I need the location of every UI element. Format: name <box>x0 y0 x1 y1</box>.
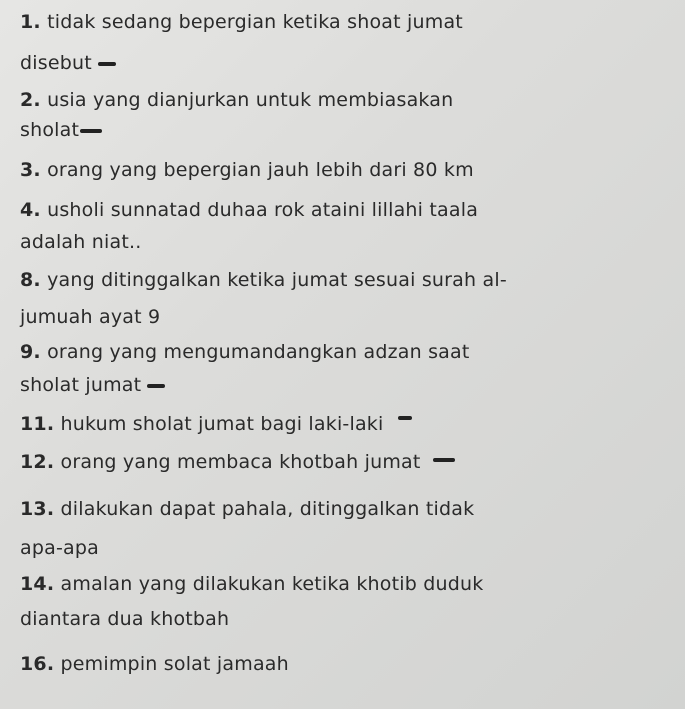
item-9-line-2 <box>20 373 165 397</box>
item-9-line-1 <box>20 340 470 364</box>
item-3-text: orang yang bepergian jauh lebih dari 80 km <box>47 159 474 181</box>
item-13-number: 13. <box>20 498 55 520</box>
item-14-text: amalan yang dilakukan ketika khotib duduk <box>60 573 484 595</box>
item-9-continuation: sholat jumat <box>20 374 142 396</box>
item-13-text: dilakukan dapat pahala, ditinggalkan tidak <box>60 498 475 520</box>
item-8-number: 8. <box>20 269 41 291</box>
item-13-line-2 <box>20 536 99 560</box>
item-16-number: 16. <box>20 653 55 675</box>
answer-blank-dash <box>433 458 455 462</box>
item-2-continuation: sholat <box>20 119 80 141</box>
item-3-line-1 <box>20 158 474 182</box>
item-2-text: usia yang dianjurkan untuk membiasakan <box>47 89 454 111</box>
item-4-line-2 <box>20 230 141 254</box>
item-13-continuation: apa-apa <box>20 537 99 559</box>
item-2-line-2 <box>20 118 102 142</box>
item-14-continuation: diantara dua khotbah <box>20 608 230 630</box>
item-1-line-2 <box>20 51 116 75</box>
item-4-line-1 <box>20 198 478 222</box>
item-2-number: 2. <box>20 89 41 111</box>
item-13-line-1 <box>20 497 474 521</box>
item-12-text: orang yang membaca khotbah jumat <box>60 451 421 473</box>
item-1-line-1 <box>20 10 463 34</box>
item-4-number: 4. <box>20 199 41 221</box>
item-1-number: 1. <box>20 11 41 33</box>
item-8-text: yang ditinggalkan ketika jumat sesuai surah al- <box>47 269 507 291</box>
item-8-continuation: jumuah ayat 9 <box>20 306 161 328</box>
item-4-text: usholi sunnatad duhaa rok ataini lillahi taala <box>47 199 479 221</box>
item-11-number: 11. <box>20 413 55 435</box>
item-9-number: 9. <box>20 341 41 363</box>
item-11-line-1 <box>20 412 412 436</box>
item-4-continuation: adalah niat.. <box>20 231 142 253</box>
item-3-number: 3. <box>20 159 41 181</box>
item-8-line-1 <box>20 268 507 292</box>
answer-blank-dash <box>80 129 102 133</box>
answer-blank-dash <box>98 62 116 66</box>
item-12-line-1 <box>20 450 455 474</box>
answer-blank-dash <box>147 384 165 388</box>
item-14-line-1 <box>20 572 483 596</box>
item-1-continuation: disebut <box>20 52 92 74</box>
item-16-line-1 <box>20 652 289 676</box>
answer-blank-dash <box>398 416 412 420</box>
item-14-number: 14. <box>20 573 55 595</box>
item-1-text: tidak sedang bepergian ketika shoat jumat <box>47 11 463 33</box>
item-14-line-2 <box>20 607 229 631</box>
item-2-line-1 <box>20 88 453 112</box>
item-11-text: hukum sholat jumat bagi laki-laki <box>60 413 384 435</box>
item-8-line-2 <box>20 305 160 329</box>
item-12-number: 12. <box>20 451 55 473</box>
item-16-text: pemimpin solat jamaah <box>60 653 289 675</box>
item-9-text: orang yang mengumandangkan adzan saat <box>47 341 470 363</box>
